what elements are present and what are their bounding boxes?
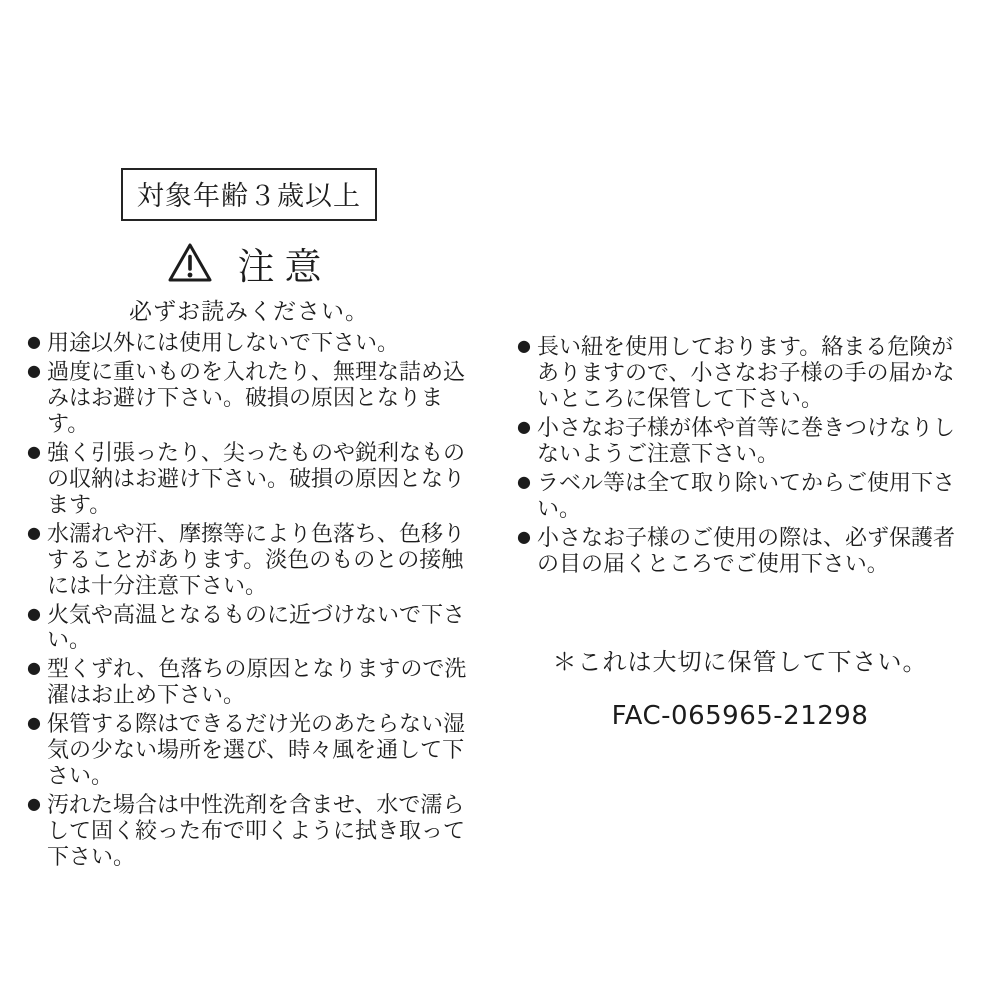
bullet-icon: ●: [27, 658, 41, 678]
product-code: FAC-065965-21298: [611, 701, 869, 731]
warning-list-item: [28, 657, 472, 709]
warning-list-item: [518, 416, 962, 468]
bullet-icon: ●: [27, 332, 41, 351]
bullet-icon: ●: [27, 713, 41, 733]
bullet-icon: ●: [517, 526, 531, 546]
warning-text: ラベル等は全て取り除いてからご使用下さい。: [537, 470, 956, 522]
caution-subtitle: 必ずお読みください。: [129, 299, 369, 325]
warning-text: 強く引張ったり、尖ったものや鋭利なものの収納はお避け下さい。破損の原因となります。: [47, 440, 466, 518]
bullet-icon: ●: [27, 794, 41, 814]
age-restriction-box: 対象年齢３歳以上: [121, 168, 377, 221]
warning-list-item: [518, 526, 962, 578]
warning-text: 用途以外には使用しないで下さい。: [47, 331, 400, 356]
warning-list-item: [28, 441, 472, 519]
warning-text: 過度に重いものを入れたり、無理な詰め込みはお避け下さい。破損の原因となります。: [47, 359, 466, 437]
warning-list-item: [28, 793, 472, 871]
warning-list-item: [518, 335, 962, 413]
warning-text: 汚れた場合は中性洗剤を含ませ、水で濡らして固く絞った布で叩くように拭き取って下さい。: [47, 793, 466, 871]
warning-list-item: [28, 712, 472, 790]
warning-list-item: [28, 360, 472, 438]
caution-heading: [28, 236, 470, 290]
keep-note: ＊これは大切に保管して下さい。: [552, 648, 928, 676]
bullet-icon: ●: [517, 471, 531, 491]
warning-triangle-icon: [167, 242, 213, 284]
warning-list-item: [28, 603, 472, 655]
warning-list-right: [518, 335, 962, 581]
bullet-icon: ●: [27, 360, 41, 380]
warning-text: 水濡れや汗、摩擦等により色落ち、色移りすることがあります。淡色のものとの接触には十分注意下さい。: [47, 521, 466, 599]
warning-text: 型くずれ、色落ちの原因となりますので洗濯はお止め下さい。: [47, 657, 467, 709]
bullet-icon: ●: [517, 336, 531, 355]
caution-title: 注意: [237, 245, 332, 288]
bullet-icon: ●: [27, 522, 41, 542]
warning-text: 小さなお子様が体や首等に巻きつけなりしないようご注意下さい。: [537, 415, 956, 467]
warning-list-left: [28, 331, 472, 874]
bullet-icon: ●: [517, 416, 531, 436]
warning-list-item: [28, 522, 472, 600]
warning-list-item: [28, 331, 472, 357]
warning-text: 小さなお子様のご使用の際は、必ず保護者の目の届くところでご使用下さい。: [537, 525, 956, 577]
bullet-icon: ●: [27, 603, 41, 623]
warning-list-item: [518, 471, 962, 523]
header-block: [28, 168, 470, 326]
warning-text: 長い紐を使用しております。絡まる危険がありますので、小さなお子様の手の届かないところに保管して下さい。: [537, 335, 955, 412]
warning-text: 火気や高温となるものに近づけないで下さい。: [47, 602, 466, 654]
bullet-icon: ●: [27, 441, 41, 461]
warning-text: 保管する際はできるだけ光のあたらない湿気の少ない場所を選び、時々風を通して下さい。: [47, 712, 466, 790]
